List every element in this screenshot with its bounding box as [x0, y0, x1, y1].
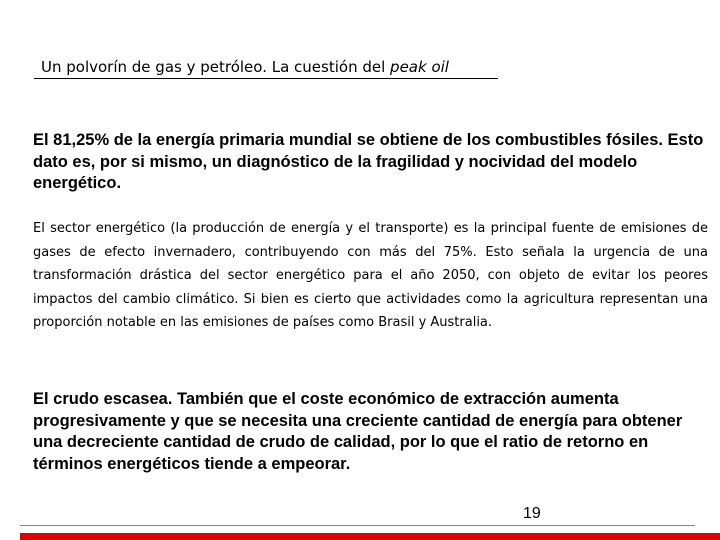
- slide-title-emphasis: peak oil: [390, 58, 449, 76]
- title-underline: [34, 78, 498, 79]
- page-number: 19: [523, 505, 541, 522]
- slide-title: [41, 58, 449, 76]
- footer-divider: [20, 525, 695, 526]
- footer-accent-bar: [20, 533, 720, 540]
- paragraph-crude-scarcity: El crudo escasea. También que el coste económico de extracción aumenta progresivamente y que se necesita una creciente cantidad de energía para obtener una decreciente cantidad de crudo de calidad, por lo que el ratio de retorno en términos energéticos tiende a empeorar.: [33, 390, 683, 473]
- paragraph-energy-sector: El sector energético (la producción de energía y el transporte) es la principal fuente de emisiones de gases de efecto invernadero, contribuyendo con más del 75%. Esto señala la urgencia de una transformación drástica del sector energético para el año 2050, con objeto de evitar los peores impactos del cambio climático. Si bien es cierto que actividades como la agricultura representan una proporción notable en las emisiones de países como Brasil y Australia.: [33, 221, 708, 330]
- paragraph-fossil-fuels: El 81,25% de la energía primaria mundial se obtiene de los combustibles fósiles. Esto dato es, por si mismo, un diagnóstico de la fragilidad y nocividad del modelo energético.: [33, 131, 704, 192]
- slide-title-text: Un polvorín de gas y petróleo. La cuestión del: [41, 58, 391, 76]
